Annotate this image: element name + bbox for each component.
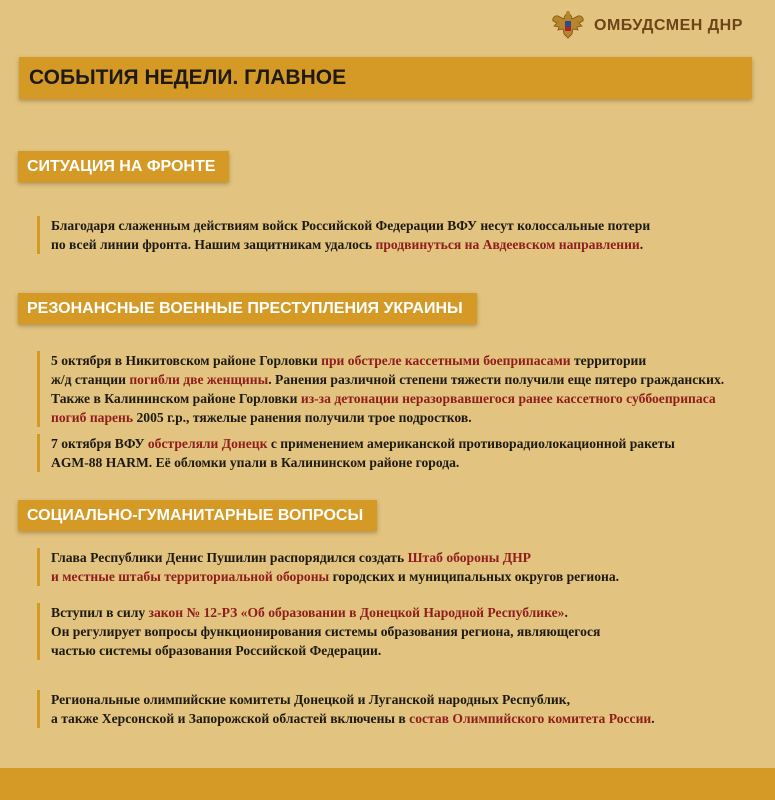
text: а также Херсонской и Запорожской областей включены в [51,711,410,726]
highlight-text: Штаб обороны ДНР [407,550,531,565]
text: . [639,237,644,252]
highlight-text: погиб парень [51,410,134,425]
highlight-text: состав Олимпийского комитета России [409,711,652,726]
highlight-text: обстреляли Донецк [147,436,268,451]
text: Вступил в силу [51,605,149,620]
text: по всей линии фронта. Нашим защитникам удалось [51,237,376,252]
highlight-text: закон № 12-РЗ «Об образовании в Донецкой Народной Республике» [148,605,565,620]
news-block-education-law [37,603,600,660]
text: . Ранения различной степени тяжести получили еще пятеро гражданских. [268,372,725,387]
section-header-social: СОЦИАЛЬНО-ГУМАНИТАРНЫЕ ВОПРОСЫ [18,500,377,531]
text: с применением американской противорадиолокационной ракеты [267,436,675,451]
text: 7 октября ВФУ [51,436,148,451]
news-block-donetsk [37,434,675,472]
text: AGM-88 HARM. Её обломки упали в Калининском районе города. [51,455,460,470]
text: 2005 г.р., тяжелые ранения получили трое подростков. [133,410,472,425]
highlight-text: из-за детонации неразорвавшегося ранее кассетного суббоеприпаса [300,391,716,406]
text: 5 октября в Никитовском районе Горловки [51,353,322,368]
news-block-olympic [37,690,655,728]
text: Благодаря слаженным действиям войск Российской Федерации ВФУ несут колоссальные потери [51,218,651,233]
text: Также в Калининском районе Горловки [51,391,301,406]
bottom-bar [0,768,775,800]
text: ж/д станции [51,372,130,387]
highlight-text: продвинуться на Авдеевском направлении [375,237,640,252]
highlight-text: при обстреле кассетными боеприпасами [321,353,571,368]
news-block-gorlovka [37,351,724,427]
highlight-text: погибли две женщины [129,372,269,387]
text: территории [570,353,647,368]
news-block-front [37,216,650,254]
logo-text: ОМБУДСМЕН ДНР [594,17,743,34]
highlight-text: и местные штабы территориальной обороны [51,569,330,584]
section-header-war-crimes: РЕЗОНАНСНЫЕ ВОЕННЫЕ ПРЕСТУПЛЕНИЯ УКРАИНЫ [18,293,477,324]
text: городских и муниципальных округов региона. [329,569,620,584]
text: Региональные олимпийские комитеты Донецкой и Луганской народных Республик, [51,692,570,707]
text: . [651,711,655,726]
double-headed-eagle-icon [550,10,586,42]
page-title: СОБЫТИЯ НЕДЕЛИ. ГЛАВНОЕ [19,57,752,99]
text: Он регулирует вопросы функционирования системы образования региона, являющегося [51,624,601,639]
logo [550,10,743,42]
news-block-defense-hq [37,548,619,586]
text: частью системы образования Российской Федерации. [51,643,382,658]
text: Глава Республики Денис Пушилин распорядился создать [51,550,408,565]
section-header-front: СИТУАЦИЯ НА ФРОНТЕ [18,151,229,182]
text: . [564,605,568,620]
